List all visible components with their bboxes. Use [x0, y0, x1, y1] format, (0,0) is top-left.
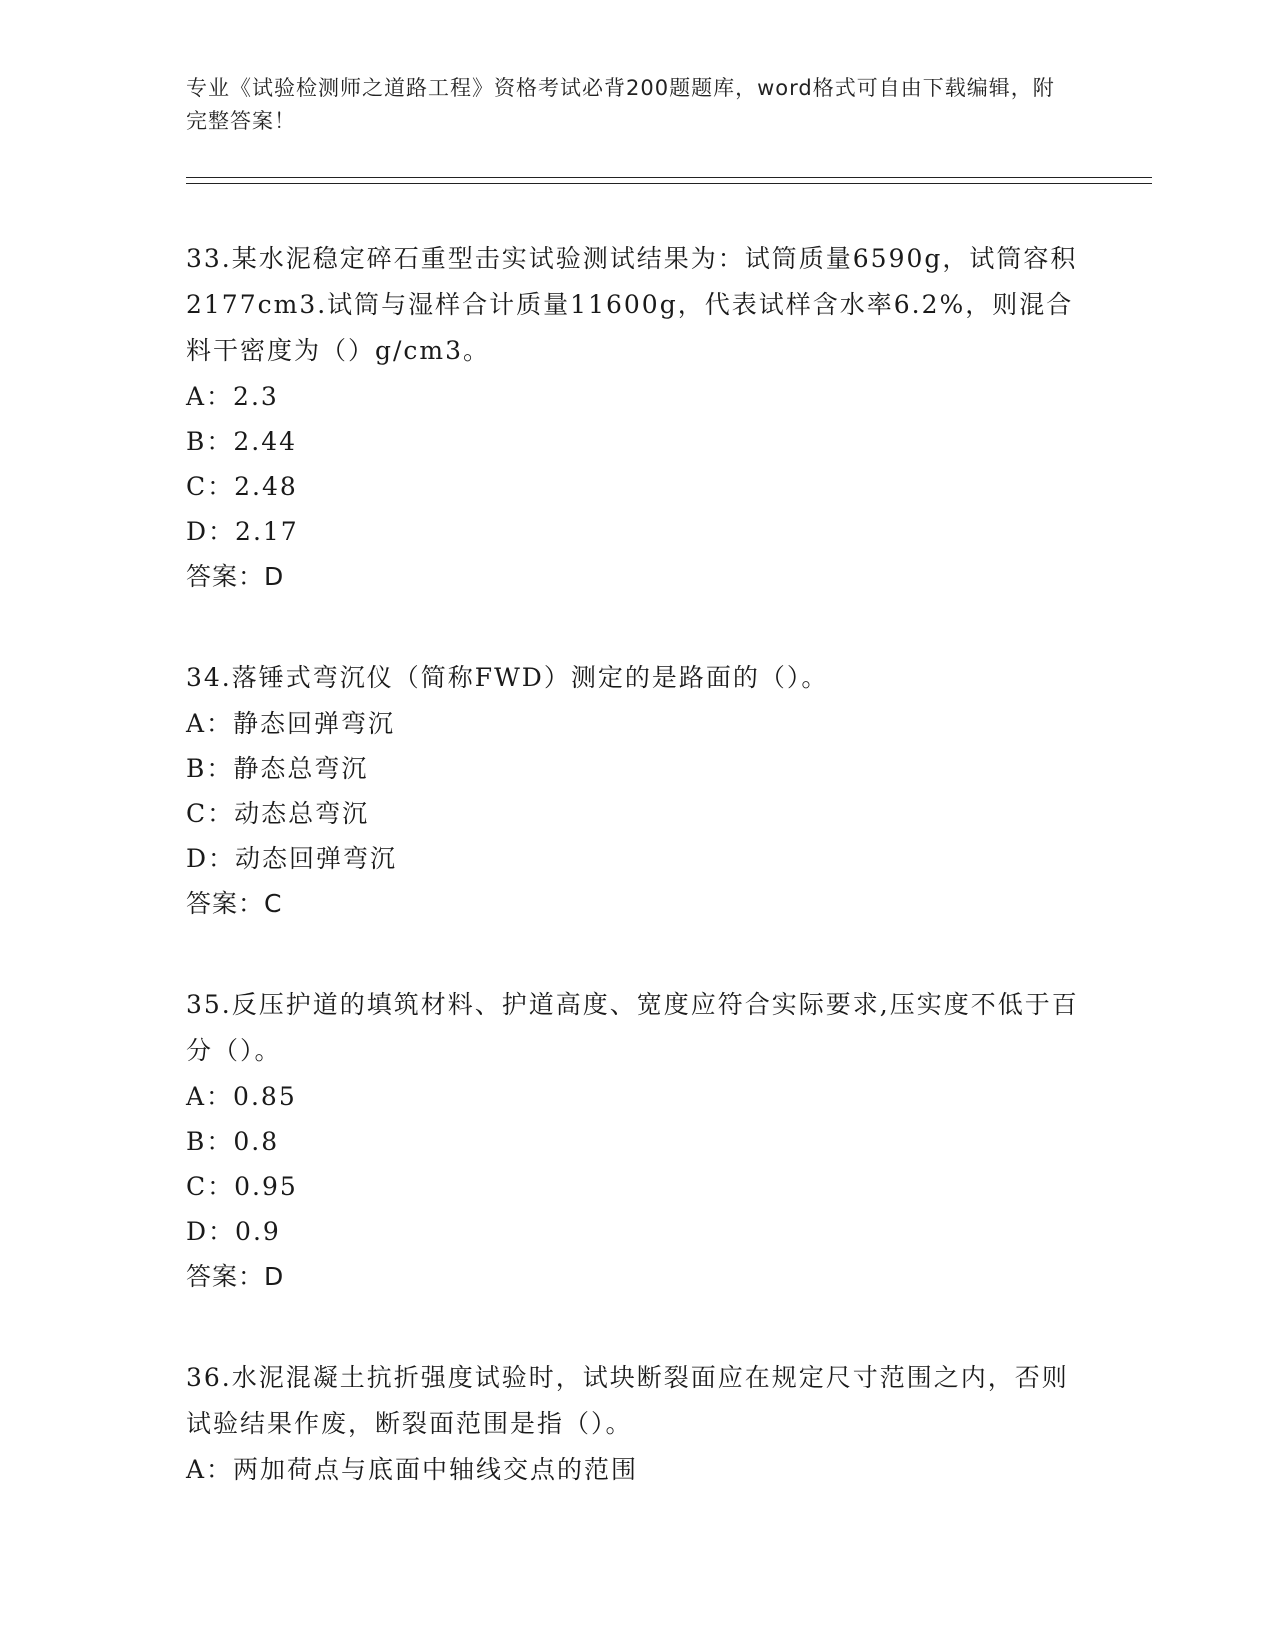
option-a: A：静态回弹弯沉: [186, 709, 396, 738]
answer-line: 答案：C: [186, 889, 283, 918]
question-36: [186, 1355, 1086, 1492]
option-b: B：0.8: [186, 1127, 280, 1156]
question-stem: 34.落锤式弯沉仪（简称FWD）测定的是路面的（）。: [186, 663, 829, 692]
option-c: C：动态总弯沉: [186, 799, 370, 828]
question-34: [186, 655, 1086, 926]
question-stem: 36.水泥混凝土抗折强度试验时，试块断裂面应在规定尺寸范围之内，否则试验结果作废，断裂面范围是指（）。: [186, 1363, 1069, 1438]
option-a: A：0.85: [186, 1082, 297, 1111]
option-a: A：两加荷点与底面中轴线交点的范围: [186, 1455, 639, 1484]
option-a: A：2.3: [186, 382, 279, 411]
option-d: D：动态回弹弯沉: [186, 844, 398, 873]
question-stem: 33.某水泥稳定碎石重型击实试验测试结果为：试筒质量6590g，试筒容积2177cm3.试筒与湿样合计质量11600g，代表试样含水率6.2%，则混合料干密度为（）g/cm3。: [186, 244, 1078, 365]
question-33: [186, 236, 1086, 599]
option-d: D：0.9: [186, 1217, 281, 1246]
header-divider-bottom: [186, 183, 1152, 184]
answer-line: 答案：D: [186, 1262, 285, 1291]
option-c: C：2.48: [186, 472, 298, 501]
question-stem: 35.反压护道的填筑材料、护道高度、宽度应符合实际要求,压实度不低于百分（）。: [186, 990, 1079, 1065]
document-header: 专业《试验检测师之道路工程》资格考试必背200题题库，word格式可自由下载编辑，附完整答案！: [186, 76, 1055, 133]
option-d: D：2.17: [186, 517, 299, 546]
header-divider-top: [186, 177, 1152, 178]
option-c: C：0.95: [186, 1172, 298, 1201]
question-35: [186, 982, 1086, 1299]
answer-line: 答案：D: [186, 562, 285, 591]
option-b: B：静态总弯沉: [186, 754, 369, 783]
question-list: [186, 236, 1086, 1492]
option-b: B：2.44: [186, 427, 298, 456]
